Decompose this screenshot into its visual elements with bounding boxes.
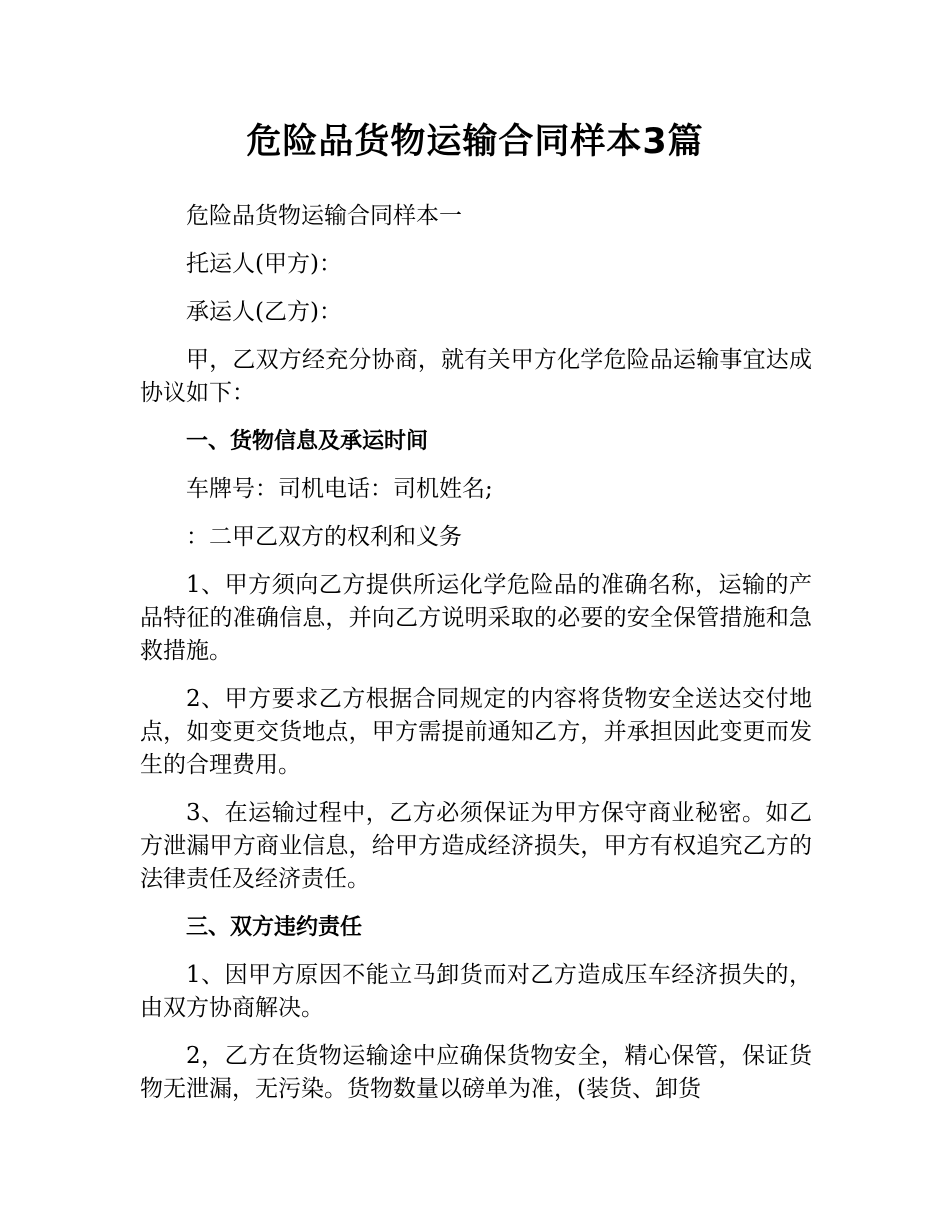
paragraph-vehicle-info: 车牌号：司机电话：司机姓名;	[186, 476, 493, 502]
section-heading-cargo-info: 一、货物信息及承运时间	[186, 429, 429, 454]
document-title: 危险品货物运输合同样本3篇	[246, 122, 704, 162]
paragraph-rights-obligations: ：二甲乙双方的权利和义务	[186, 524, 462, 550]
paragraph-liability-1: 1、因甲方原因不能立马卸货而对乙方造成压车经济损失的，由双方协商解决。	[140, 962, 812, 1021]
paragraph-sample-heading: 危险品货物运输合同样本一	[186, 203, 462, 229]
paragraph-shipper: 托运人(甲方)：	[186, 251, 342, 277]
paragraph-clause-2: 2、甲方要求乙方根据合同规定的内容将货物安全送达交付地点，如变更交货地点，甲方需提前通知乙方，并承担因此变更而发生的合理费用。	[140, 686, 812, 778]
paragraph-intro: 甲，乙双方经充分协商，就有关甲方化学危险品运输事宜达成协议如下：	[140, 347, 812, 406]
document-body	[140, 200, 812, 1121]
paragraph-liability-2: 2，乙方在货物运输途中应确保货物安全，精心保管，保证货物无泄漏，无污染。货物数量以磅单为准，(装货、卸货	[140, 1043, 812, 1102]
paragraph-carrier: 承运人(乙方)：	[186, 299, 342, 325]
section-heading-liability: 三、双方违约责任	[186, 915, 363, 940]
paragraph-clause-3: 3、在运输过程中，乙方必须保证为甲方保守商业秘密。如乙方泄漏甲方商业信息，给甲方造成经济损失，甲方有权追究乙方的法律责任及经济责任。	[140, 800, 812, 892]
paragraph-clause-1: 1、甲方须向乙方提供所运化学危险品的准确名称，运输的产品特征的准确信息，并向乙方说明采取的必要的安全保管措施和急救措施。	[140, 572, 812, 664]
